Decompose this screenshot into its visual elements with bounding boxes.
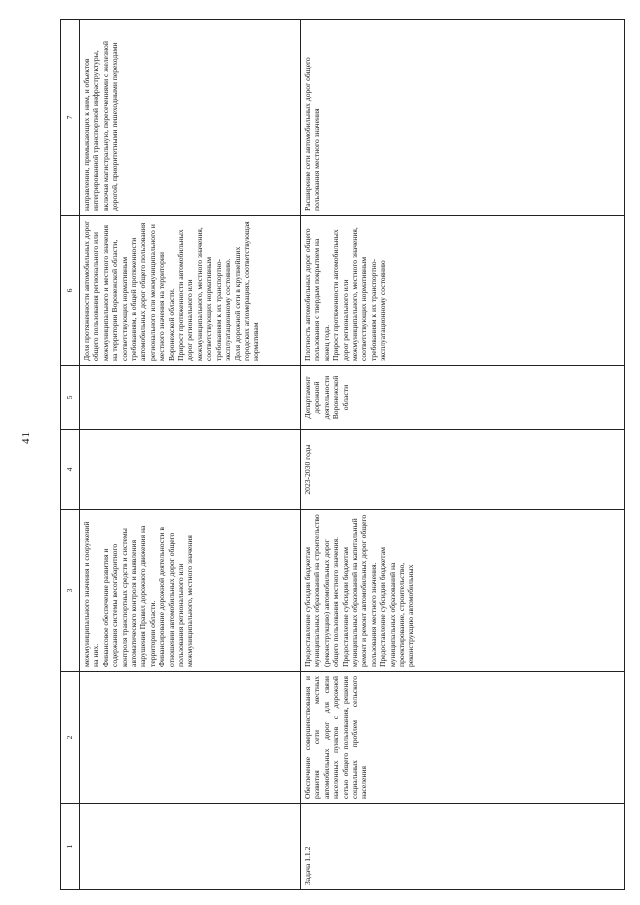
cell-indicators — [80, 216, 301, 366]
indicator-text: Прирост протяженности автомобильных дорог регионального или межмуниципального, местного значения, соответствующих нормативным требованиям к их транспортно-эксплуатационному состоянию. — [176, 227, 233, 361]
measure-text: Финансирование дорожной деятельности в отношении автомобильных дорог общего пользования регионального или межмуниципального, местного значения — [157, 527, 195, 667]
rotated-table-wrapper — [60, 20, 625, 890]
column-number-row — [61, 20, 80, 890]
program-table — [60, 19, 625, 890]
cell-results: Расширение сети автомобильных дорог общего пользования местного значения — [301, 20, 625, 216]
column-header-7: 7 — [61, 20, 80, 216]
column-header-1: 1 — [61, 804, 80, 890]
measure-text: межмуниципального значения и сооружений на них. — [82, 521, 101, 667]
indicator-text: Прирост протяженности автомобильных дорог регионального или межмуниципального, местного значения, соответствующих нормативным требованиям к их транспортно-эксплуатационному состоянию — [331, 227, 388, 361]
table-row-continuation — [80, 20, 301, 890]
column-header-4: 4 — [61, 430, 80, 510]
cell-measures — [80, 510, 301, 672]
column-header-2: 2 — [61, 672, 80, 804]
column-header-6: 6 — [61, 216, 80, 366]
measure-text: Предоставление субсидии бюджетам муниципальных образований на капитальный ремонт и ремонт автомобильных дорог общего пользования местного значения. — [340, 514, 378, 667]
page-number: 41 — [20, 431, 32, 444]
table-row-task — [301, 20, 625, 890]
cell-task-description: Обеспечение совершенствования и развития сети местных автомобильных дорог для связи населенных пунктов с дорожной сетью общего пользования, решения социальных проблем сельского населения — [301, 672, 625, 804]
cell-period — [80, 430, 301, 510]
indicator-text: Доля протяженности автомобильных дорог общего пользования регионального или межмуниципального и местного значения на территории Воронежской области, соответствующих нормативным требованиям, в общей протяженности автомобильных дорог общего пользования регионального или межмуниципального и местного значения на территории Воронежской области. — [82, 220, 176, 361]
indicator-text: Доля дорожной сети в крупнейших городских агломерациях, соответствующая нормативам — [232, 221, 261, 361]
cell-task-id — [80, 804, 301, 890]
column-header-3: 3 — [61, 510, 80, 672]
cell-indicators — [301, 216, 625, 366]
measure-text: Финансовое обеспечение развития и содержания системы весогабаритного контроля транспортных средств и системы автоматического контроля и выявления нарушения Правил дорожного движения на территории области. — [100, 525, 157, 667]
cell-task-description — [80, 672, 301, 804]
cell-period: 2023-2030 годы — [301, 430, 625, 510]
measure-text: Предоставление субсидии бюджетам муниципальных образований на строительство (реконструкцию) автомобильных дорог общего пользования местного значения. — [303, 514, 341, 667]
cell-measures — [301, 510, 625, 672]
cell-responsible: Департамент дорожной деятельности Воронежской области — [301, 366, 625, 430]
indicator-text: Плотность автомобильных дорог общего пользования с твердым покрытием на конец года. — [303, 228, 331, 361]
cell-results: направлении, примыкающих к ним, и объектов интегрированной транспортной инфраструктуры, включая магистральную, пересечениями с железной дорогой, приоритетными пешеходными переходами — [80, 20, 301, 216]
measure-text: Предоставление субсидии бюджетам муниципальных образований на проектирование, строительство, реконструкцию автомобильных — [378, 547, 416, 667]
cell-task-id: Задача 1.1.2 — [301, 804, 625, 890]
column-header-5: 5 — [61, 366, 80, 430]
cell-responsible — [80, 366, 301, 430]
